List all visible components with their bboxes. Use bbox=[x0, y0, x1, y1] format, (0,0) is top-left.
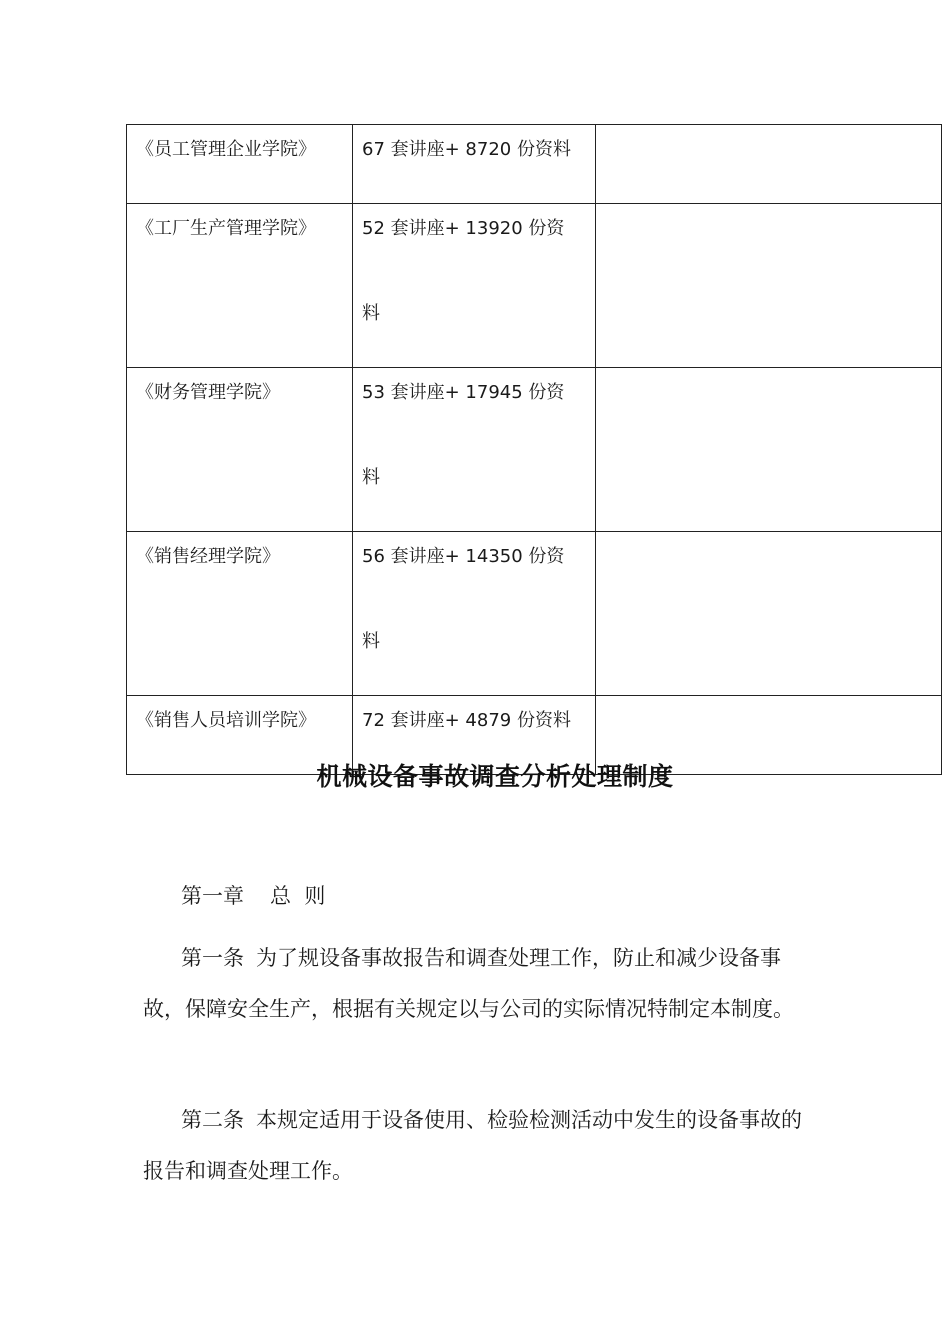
course-description-text: 67 套讲座+ 8720 份资料 bbox=[362, 139, 571, 160]
course-name: 《销售经理学院》 bbox=[127, 532, 353, 696]
table-row bbox=[127, 368, 942, 532]
course-description-text: 53 套讲座+ 17945 份资 bbox=[362, 382, 565, 403]
document-title: 机械设备事故调查分析处理制度 bbox=[316, 762, 674, 791]
course-note bbox=[596, 204, 942, 368]
table-row bbox=[127, 125, 942, 204]
course-description-text: 72 套讲座+ 4879 份资料 bbox=[362, 710, 571, 731]
course-description bbox=[353, 204, 596, 368]
article-text: 本规定适用于设备使用、检验检测活动中发生的设备事故的报告和调查处理工作。 bbox=[143, 1108, 802, 1183]
course-name: 《财务管理学院》 bbox=[127, 368, 353, 532]
course-description bbox=[353, 125, 596, 204]
course-name: 《员工管理企业学院》 bbox=[127, 125, 353, 204]
table-row bbox=[127, 532, 942, 696]
article-text: 为了规设备事故报告和调查处理工作，防止和减少设备事故，保障安全生产，根据有关规定以与公司的实际情况特制定本制度。 bbox=[143, 946, 794, 1021]
chapter-label: 第一章 bbox=[181, 884, 244, 908]
course-description-wrap: 料 bbox=[362, 303, 380, 324]
course-description-text: 52 套讲座+ 13920 份资 bbox=[362, 218, 565, 239]
chapter-title: 总 则 bbox=[270, 884, 326, 908]
course-description-wrap: 料 bbox=[362, 631, 380, 652]
course-description-wrap: 料 bbox=[362, 467, 380, 488]
course-name: 《销售人员培训学院》 bbox=[127, 696, 353, 775]
course-name: 《工厂生产管理学院》 bbox=[127, 204, 353, 368]
course-note bbox=[596, 368, 942, 532]
course-description bbox=[353, 368, 596, 532]
article-label: 第二条 bbox=[181, 1108, 244, 1132]
article-label: 第一条 bbox=[181, 946, 244, 970]
course-note bbox=[596, 532, 942, 696]
course-description bbox=[353, 532, 596, 696]
article-paragraph bbox=[143, 1095, 808, 1197]
article-paragraph bbox=[143, 933, 808, 1035]
table-row bbox=[127, 204, 942, 368]
course-table bbox=[126, 124, 942, 775]
course-note bbox=[596, 125, 942, 204]
chapter-heading bbox=[143, 871, 808, 922]
course-description-text: 56 套讲座+ 14350 份资 bbox=[362, 546, 565, 567]
